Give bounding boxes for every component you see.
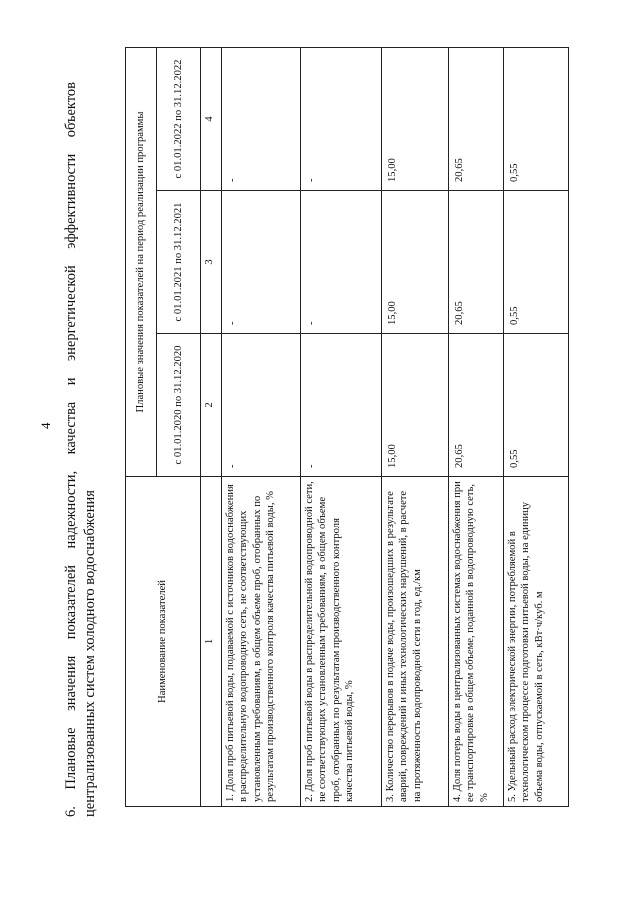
indicator-name: 5. Удельный расход электрической энергии, потребляемой в технологическом процессе подготовки питьевой воды, на единицу объема воды, отпускаемой в сеть, кВт·ч/куб. м	[504, 477, 569, 807]
indicator-value: 15,00	[382, 334, 449, 477]
indicator-value: -	[222, 191, 301, 334]
indicator-value: 20,65	[449, 334, 504, 477]
indicator-value: 20,65	[449, 47, 504, 190]
indicator-value: -	[301, 47, 382, 190]
table-row	[301, 47, 382, 806]
heading-line-2: централизованных систем холодного водоснабжения	[82, 490, 98, 817]
indicator-name: 4. Доля потерь воды в централизованных системах водоснабжения при ее транспортировке в общем объеме, поданной в водопроводную сеть, %	[449, 477, 504, 807]
column-number: 2	[201, 334, 222, 477]
header-row	[126, 47, 157, 806]
column-number: 1	[201, 477, 222, 807]
indicator-name: 1. Доля проб питьевой воды, подаваемой с источников водоснабжения в распределительную водопроводную сеть, не соответствующих установленным требованиям, в общем объеме проб, отобранных по результатам производственного контроля качества питьевой воды, %	[222, 477, 301, 807]
header-name: Наименование показателей	[126, 477, 201, 807]
indicator-name: 3. Количество перерывов в подаче воды, произошедших в результате аварий, повреждений и иных технологических нарушений, в расчете на протяженность водопроводной сети в год, ед./км	[382, 477, 449, 807]
period-2020: с 01.01.2020 по 31.12.2020	[157, 334, 201, 477]
indicator-value: 15,00	[382, 191, 449, 334]
page-number: 4	[38, 422, 53, 429]
column-number-row	[201, 47, 222, 806]
period-2021: с 01.01.2021 по 31.12.2021	[157, 191, 201, 334]
indicator-value: 0,55	[504, 334, 569, 477]
period-2022: с 01.01.2022 по 31.12.2022	[157, 47, 201, 190]
indicator-value: -	[222, 47, 301, 190]
table-row	[504, 47, 569, 806]
column-number: 4	[201, 47, 222, 190]
indicator-value: -	[301, 191, 382, 334]
indicator-value: 20,65	[449, 191, 504, 334]
table-row	[449, 47, 504, 806]
indicators-table	[125, 47, 569, 807]
indicator-value: -	[222, 334, 301, 477]
indicator-value: -	[301, 334, 382, 477]
section-heading	[62, 82, 100, 817]
heading-line-1: 6. Плановые значения показателей надежности, качества и энергетической эффективности объектов	[63, 82, 79, 817]
indicator-value: 0,55	[504, 47, 569, 190]
table-row	[222, 47, 301, 806]
indicator-name: 2. Доля проб питьевой воды в распределительной водопроводной сети, не соответствующих установленным требованиям, в общем объеме проб, отобранных по результатам производственного контроля качества питьевой воды, %	[301, 477, 382, 807]
indicator-value: 15,00	[382, 47, 449, 190]
table-row	[382, 47, 449, 806]
column-number: 3	[201, 191, 222, 334]
indicator-value: 0,55	[504, 191, 569, 334]
header-group: Плановые значения показателей на период реализации программы	[126, 47, 157, 476]
